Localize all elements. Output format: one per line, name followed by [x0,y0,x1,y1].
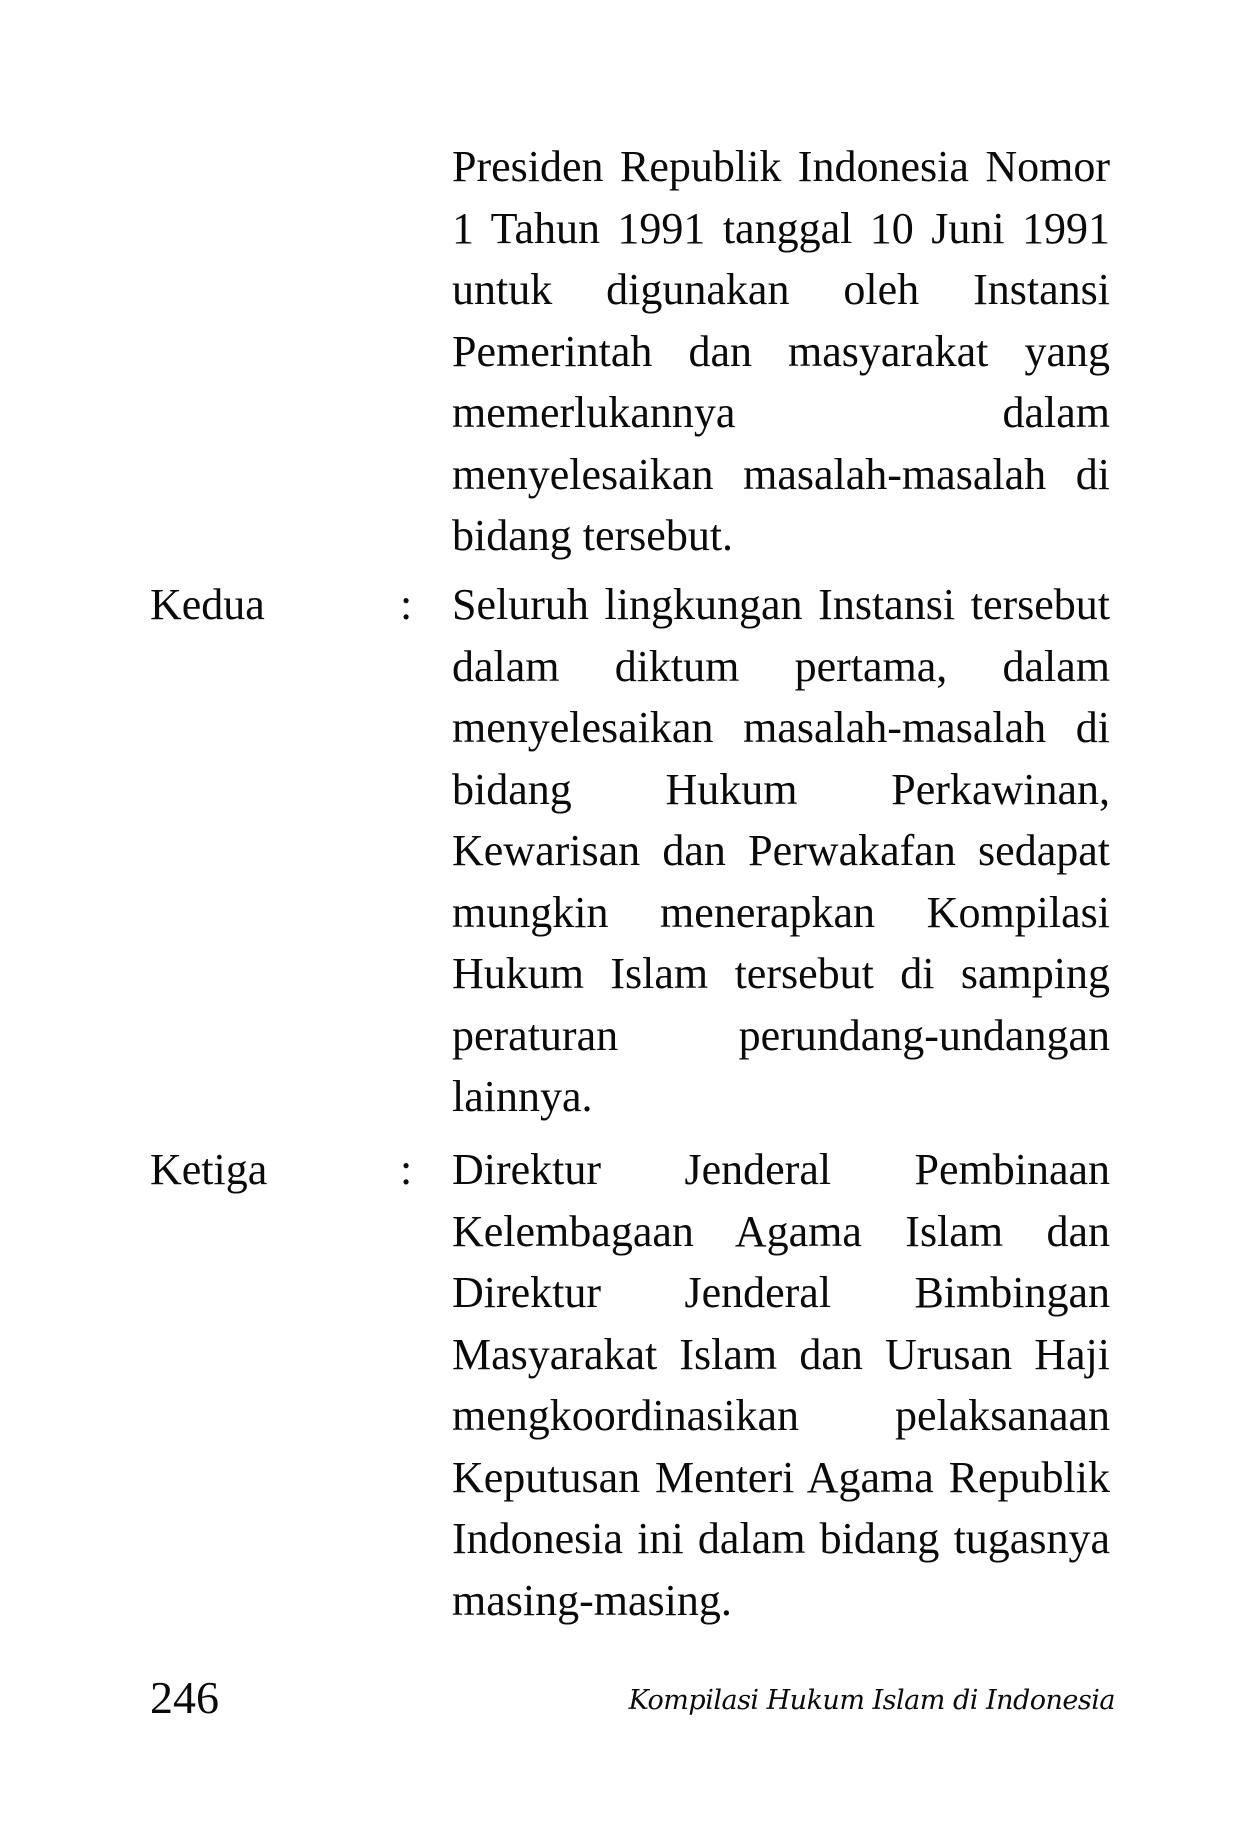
entry-label-ketiga: Ketiga [150,1145,268,1194]
entry-colon: : [400,1145,413,1194]
entry-colon: : [400,580,413,629]
running-title: Kompilasi Hukum Islam di Indonesia [628,1685,1115,1716]
entry-text-kedua: Seluruh lingkungan Instansi tersebut dalam diktum pertama, dalam menyelesaikan masalah-masalah di bidang Hukum Perkawinan, Kewarisan dan Perwakafan sedapat mungkin menerapkan Kompilasi Hukum Islam tersebut di samping peraturan perundang-undangan lainnya. [452,580,1110,1121]
entry-label-kedua: Kedua [150,580,265,629]
continuation-paragraph: Presiden Republik Indonesia Nomor 1 Tahun 1991 tanggal 10 Juni 1991 untuk digunakan oleh Instansi Pemerintah dan masyarakat yang memerlukannya dalam menyelesaikan masalah-masalah di bidang tersebut. [452,142,1110,560]
entry-text-ketiga: Direktur Jenderal Pembinaan Kelembagaan Agama Islam dan Direktur Jenderal Bimbingan Masyarakat Islam dan Urusan Haji mengkoordinasikan pelaksanaan Keputusan Menteri Agama Republik Indonesia ini dalam bidang tugasnya masing-masing. [452,1145,1110,1625]
page-number: 246 [150,1672,219,1723]
